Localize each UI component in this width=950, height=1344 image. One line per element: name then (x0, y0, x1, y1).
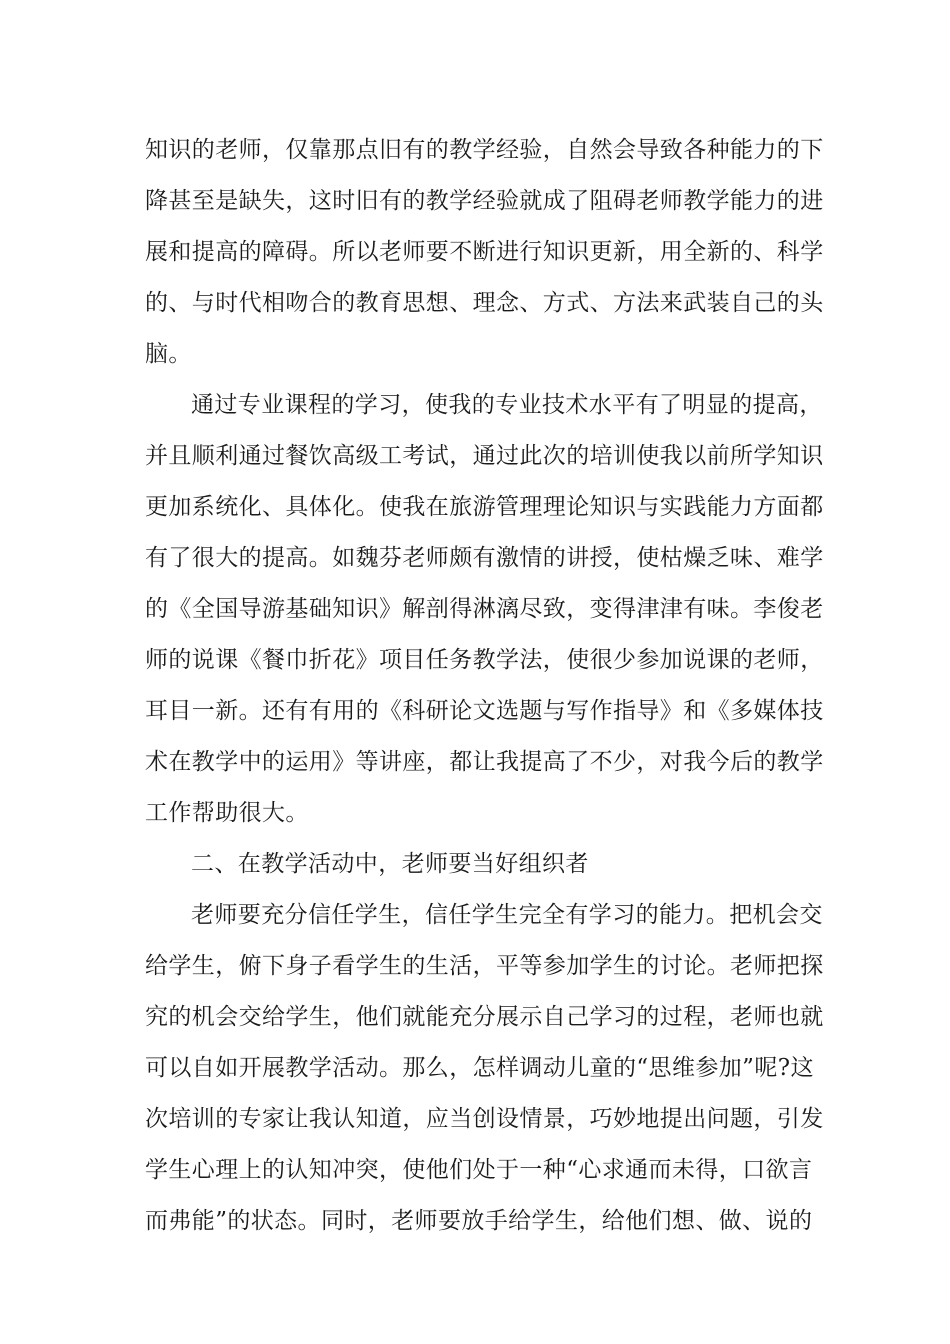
text-line: 而弗能”的状态。同时，老师要放手给学生，给他们想、做、说的 (145, 1208, 813, 1234)
text-line: 究的机会交给学生，他们就能充分展示自己学习的过程，老师也就 (145, 1004, 824, 1030)
paragraph-first-line: 老师要充分信任学生，信任学生完全有学习的能力。把机会交 (191, 902, 823, 928)
paragraph-first-line: 通过专业课程的学习，使我的专业技术水平有了明显的提高， (191, 392, 823, 418)
text-line: 降甚至是缺失，这时旧有的教学经验就成了阻碍老师教学能力的进 (145, 188, 824, 214)
section-heading: 二、在教学活动中，老师要当好组织者 (191, 851, 589, 877)
text-line: 师的说课《餐巾折花》项目任务教学法，使很少参加说课的老师， (145, 647, 824, 673)
text-line: 脑。 (145, 341, 192, 367)
text-line: 耳目一新。还有有用的《科研论文选题与写作指导》和《多媒体技 (145, 698, 824, 724)
text-line: 学生心理上的认知冲突，使他们处于一种“心求通而未得，口欲言 (145, 1157, 813, 1183)
text-line: 术在教学中的运用》等讲座，都让我提高了不少，对我今后的教学 (145, 749, 824, 775)
text-line: 工作帮助很大。 (145, 800, 309, 826)
text-line: 的《全国导游基础知识》解剖得淋漓尽致，变得津津有味。李俊老 (145, 596, 824, 622)
text-line: 可以自如开展教学活动。那么，怎样调动儿童的“思维参加”呢?这 (145, 1055, 814, 1081)
text-line: 有了很大的提高。如魏芬老师颇有激情的讲授，使枯燥乏味、难学 (145, 545, 824, 571)
text-line: 展和提高的障碍。所以老师要不断进行知识更新，用全新的、科学 (145, 239, 824, 265)
text-line: 的、与时代相吻合的教育思想、理念、方式、方法来武装自己的头 (145, 290, 824, 316)
text-line: 次培训的专家让我认知道，应当创设情景，巧妙地提出问题，引发 (145, 1106, 824, 1132)
document-body (145, 125, 824, 1247)
text-line: 并且顺利通过餐饮高级工考试，通过此次的培训使我以前所学知识 (145, 443, 824, 469)
text-line: 更加系统化、具体化。使我在旅游管理理论知识与实践能力方面都 (145, 494, 824, 520)
text-line: 知识的老师，仅靠那点旧有的教学经验，自然会导致各种能力的下 (145, 137, 824, 163)
text-line: 给学生，俯下身子看学生的生活，平等参加学生的讨论。老师把探 (145, 953, 824, 979)
